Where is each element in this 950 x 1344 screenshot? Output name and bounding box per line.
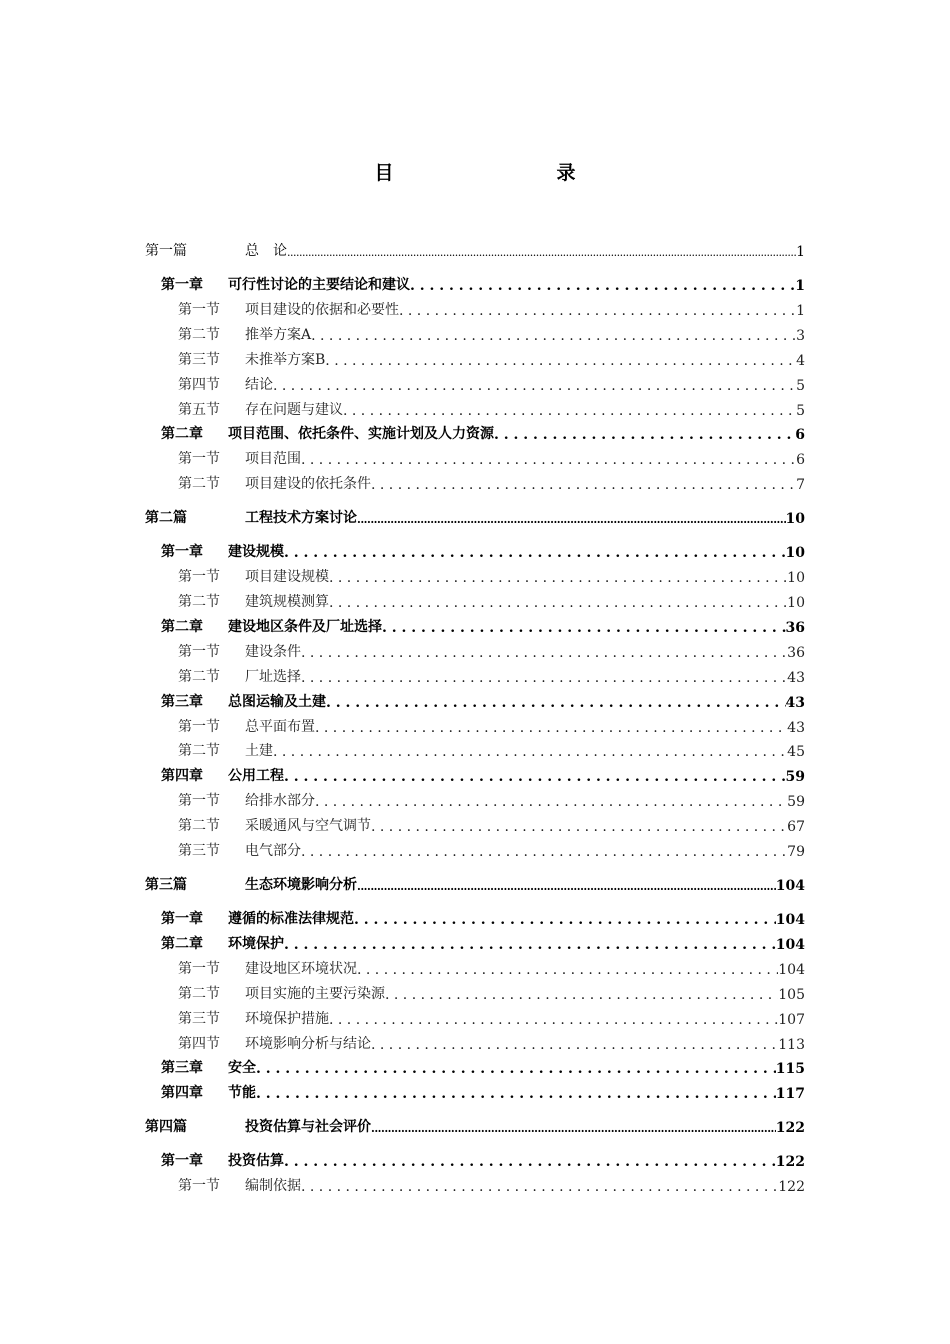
toc-entry-section[interactable]	[178, 322, 805, 344]
toc-leader-dots	[494, 427, 795, 443]
toc-entry-title: 厂址选择	[245, 668, 301, 685]
toc-entry-chapter[interactable]	[161, 539, 805, 561]
toc-leader-dots	[284, 1154, 776, 1170]
toc-entry-section[interactable]	[178, 372, 805, 394]
toc-entry-number: 第二节	[178, 668, 220, 685]
toc-entry-chapter[interactable]	[161, 763, 805, 785]
toc-leader-dots	[315, 794, 787, 810]
toc-entry-part[interactable]	[145, 505, 805, 527]
toc-entry-number: 第二节	[178, 818, 220, 835]
toc-page-number: 7	[796, 477, 805, 494]
toc-leader-dots	[410, 278, 795, 294]
toc-entry-title: 项目实施的主要污染源	[245, 985, 385, 1002]
toc-page-number: 122	[778, 1179, 805, 1196]
toc-entry-number: 第三章	[161, 1060, 203, 1077]
toc-entry-title: 未推举方案B	[245, 351, 326, 368]
toc-entry-chapter[interactable]	[161, 272, 805, 294]
toc-entry-number: 第四章	[161, 768, 203, 785]
toc-entry-title: 结论	[245, 376, 273, 393]
toc-entry-section[interactable]	[178, 738, 805, 760]
toc-entry-section[interactable]	[178, 714, 805, 736]
toc-entry-section[interactable]	[178, 788, 805, 810]
toc-entry-section[interactable]	[178, 397, 805, 419]
toc-page-number: 45	[787, 744, 805, 761]
toc-entry-title: 项目建设的依托条件	[245, 476, 371, 493]
toc-entry-title: 投资估算与社会评价	[245, 1119, 371, 1136]
toc-entry-section[interactable]	[178, 956, 805, 978]
toc-entry-section[interactable]	[178, 471, 805, 493]
toc-entry-title: 总 论	[245, 243, 287, 259]
toc-leader-dots	[273, 744, 787, 760]
toc-entry-number: 第一节	[178, 451, 220, 468]
toc-page-number: 5	[796, 377, 805, 394]
toc-entry-title: 项目建设规模	[245, 569, 329, 586]
toc-page-number: 36	[785, 619, 805, 636]
toc-page-number: 115	[775, 1061, 805, 1078]
toc-page-number: 36	[787, 644, 805, 661]
toc-entry-number: 第四章	[161, 1085, 203, 1102]
toc-entry-title: 遵循的标准法律规范	[228, 911, 354, 927]
toc-entry-number: 第二节	[178, 594, 220, 610]
toc-entry-title: 环境保护措施	[245, 1010, 329, 1027]
toc-entry-title: 生态环境影响分析	[245, 877, 357, 893]
toc-entry-chapter[interactable]	[161, 614, 805, 636]
toc-entry-number: 第一节	[178, 1178, 220, 1195]
toc-title: 目 录	[374, 162, 648, 184]
toc-entry-section[interactable]	[178, 1006, 805, 1028]
toc-entry-number: 第一节	[178, 718, 220, 735]
toc-entry-title: 工程技术方案讨论	[245, 510, 357, 527]
toc-page-number: 122	[775, 1120, 805, 1137]
toc-page-number: 1	[796, 302, 805, 319]
toc-page-number: 104	[775, 878, 805, 894]
toc-page-number: 10	[787, 570, 805, 587]
toc-entry-number: 第二节	[178, 476, 220, 493]
toc-entry-number: 第一节	[178, 301, 220, 318]
toc-leader-dots	[329, 570, 787, 586]
toc-entry-section[interactable]	[178, 639, 805, 661]
toc-page-number: 104	[775, 936, 805, 953]
toc-entry-number: 第二章	[161, 935, 203, 952]
toc-entry-number: 第四节	[178, 1035, 220, 1052]
toc-leader-dots	[284, 937, 776, 953]
toc-page-number: 107	[778, 1011, 805, 1028]
toc-entry-title: 节能	[228, 1085, 256, 1102]
toc-entry-title: 项目范围	[245, 451, 301, 468]
toc-entry-number: 第一章	[161, 1153, 203, 1170]
toc-leader-dots	[371, 477, 796, 493]
toc-entry-section[interactable]	[178, 564, 805, 586]
toc-entry-number: 第三节	[178, 843, 220, 859]
toc-leader-dots	[284, 769, 786, 785]
toc-leader-dots	[284, 545, 786, 561]
toc-entry-title: 安全	[228, 1060, 256, 1077]
toc-entry-number: 第四篇	[145, 1119, 187, 1136]
toc-entry-section[interactable]	[178, 838, 805, 860]
toc-entry-title: 存在问题与建议	[245, 401, 343, 418]
toc-entry-section[interactable]	[178, 446, 805, 468]
toc-leader-dots	[371, 819, 787, 835]
toc-page-number: 43	[785, 694, 805, 711]
toc-entry-title: 建设规模	[228, 544, 284, 561]
toc-entry-title: 建设条件	[245, 643, 301, 660]
toc-entry-title: 项目建设的依据和必要性	[245, 301, 399, 318]
toc-page-number: 117	[775, 1086, 805, 1103]
toc-leader-dots	[256, 1061, 776, 1077]
toc-entry-title: 投资估算	[228, 1153, 284, 1170]
toc-entry-section[interactable]	[178, 1173, 805, 1195]
toc-entry-number: 第二篇	[145, 510, 187, 527]
toc-entry-title: 建设地区条件及厂址选择	[228, 618, 382, 635]
toc-leader-dots	[357, 878, 776, 894]
toc-entry-title: 环境影响分析与结论	[245, 1035, 371, 1052]
toc-leader-dots	[301, 844, 787, 860]
toc-entry-part[interactable]	[145, 1114, 805, 1136]
toc-page-number: 59	[787, 794, 805, 811]
toc-leader-dots	[301, 645, 787, 661]
toc-entry-chapter[interactable]	[161, 1148, 805, 1170]
toc-page-number: 1	[795, 278, 805, 294]
toc-entry-number: 第二节	[178, 985, 220, 1002]
toc-leader-dots	[329, 595, 787, 611]
toc-leader-dots	[325, 353, 796, 369]
toc-entry-chapter[interactable]	[161, 1055, 805, 1077]
toc-leader-dots	[329, 1012, 778, 1028]
toc-leader-dots	[301, 1179, 778, 1195]
toc-entry-title: 采暖通风与空气调节	[245, 818, 371, 835]
toc-entry-number: 第一节	[178, 643, 220, 660]
toc-entry-number: 第一章	[161, 277, 203, 293]
toc-leader-dots	[301, 452, 796, 468]
toc-page-number: 10	[785, 511, 805, 528]
toc-entry-number: 第四节	[178, 376, 220, 393]
toc-entry-title: 环境保护	[228, 935, 284, 952]
toc-entry-number: 第五节	[178, 401, 220, 418]
toc-entry-section[interactable]	[178, 981, 805, 1003]
toc-page-number: 113	[778, 1036, 805, 1053]
toc-entry-number: 第一节	[178, 960, 220, 977]
toc-entry-part[interactable]	[145, 872, 805, 894]
toc-leader-dots	[273, 378, 796, 394]
toc-entry-number: 第三篇	[145, 877, 187, 893]
toc-leader-dots	[399, 303, 796, 319]
toc-entry-chapter[interactable]	[161, 689, 805, 711]
toc-entry-title: 总平面布置	[245, 718, 315, 735]
toc-page-number: 1	[796, 244, 805, 260]
toc-entry-section[interactable]	[178, 589, 805, 611]
toc-page-number: 79	[787, 844, 805, 860]
toc-page-number: 43	[787, 669, 805, 686]
toc-leader-dots	[256, 1086, 776, 1102]
toc-entry-title: 建筑规模测算	[245, 594, 329, 610]
toc-leader-dots	[315, 720, 787, 736]
toc-leader-dots	[301, 670, 787, 686]
toc-leader-dots	[311, 328, 796, 344]
toc-entry-title: 项目范围、依托条件、实施计划及人力资源	[228, 426, 494, 443]
toc-entry-section[interactable]	[178, 664, 805, 686]
toc-entry-part[interactable]	[145, 238, 805, 260]
toc-entry-title: 公用工程	[228, 768, 284, 785]
toc-page-number: 43	[787, 719, 805, 736]
toc-entry-number: 第三节	[178, 1010, 220, 1027]
toc-leader-dots	[385, 987, 778, 1003]
toc-entry-number: 第一章	[161, 544, 203, 561]
toc-entry-number: 第三章	[161, 693, 203, 710]
toc-leader-dots	[357, 962, 778, 978]
toc-entry-title: 推举方案A	[245, 326, 312, 343]
toc-entry-section[interactable]	[178, 297, 805, 319]
toc-entry-number: 第二节	[178, 326, 220, 343]
toc-entry-title: 土建	[245, 743, 273, 760]
toc-leader-dots	[343, 403, 796, 419]
toc-leader-dots	[354, 912, 776, 928]
toc-entry-chapter[interactable]	[161, 931, 805, 953]
toc-entry-chapter[interactable]	[161, 906, 805, 928]
toc-page-number: 122	[775, 1154, 805, 1171]
toc-entry-number: 第一节	[178, 793, 220, 810]
toc-page-number: 104	[778, 961, 805, 978]
toc-page-number: 3	[796, 327, 805, 344]
toc-entry-number: 第一章	[161, 911, 203, 927]
toc-page-number: 10	[785, 545, 805, 562]
toc-entry-section[interactable]	[178, 1031, 805, 1053]
toc-entry-number: 第一节	[178, 569, 220, 586]
toc-leader-dots	[371, 1037, 778, 1053]
toc-page-number: 6	[795, 427, 805, 444]
toc-entry-number: 第三节	[178, 351, 220, 368]
toc-leader-dots	[371, 1120, 776, 1136]
toc-leader-dots	[382, 620, 786, 636]
toc-entry-number: 第一篇	[145, 243, 187, 259]
toc-entry-title: 编制依据	[245, 1178, 301, 1195]
toc-entry-section[interactable]	[178, 347, 805, 369]
toc-leader-dots	[326, 695, 786, 711]
toc-entry-title: 总图运输及土建	[228, 693, 326, 710]
toc-entry-chapter[interactable]	[161, 1080, 805, 1102]
toc-page-number: 104	[775, 912, 805, 928]
toc-entry-title: 可行性讨论的主要结论和建议	[228, 277, 410, 293]
toc-page-number: 59	[785, 769, 805, 786]
toc-entry-number: 第二章	[161, 618, 203, 635]
toc-entry-title: 电气部分	[245, 843, 301, 859]
toc-page-number: 105	[778, 986, 805, 1003]
toc-page-number: 67	[787, 819, 805, 836]
toc-entry-title: 建设地区环境状况	[245, 960, 357, 977]
toc-entry-section[interactable]	[178, 813, 805, 835]
toc-entry-number: 第二章	[161, 426, 203, 443]
toc-entry-title: 给排水部分	[245, 793, 315, 810]
toc-leader-dots	[287, 244, 796, 260]
toc-page-number: 10	[787, 595, 805, 611]
toc-page-number: 4	[796, 352, 805, 369]
toc-entry-chapter[interactable]	[161, 421, 805, 443]
toc-page-number: 5	[796, 402, 805, 419]
toc-entry-number: 第二节	[178, 743, 220, 760]
toc-leader-dots	[357, 511, 786, 527]
toc-page-number: 6	[796, 452, 805, 469]
